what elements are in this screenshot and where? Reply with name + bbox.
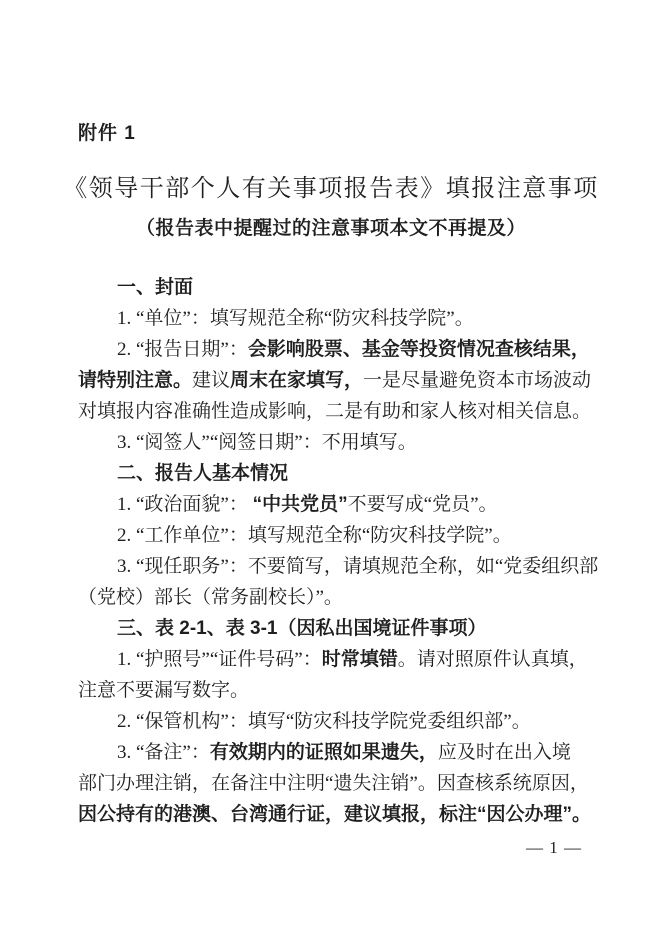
body-line-10	[78, 582, 594, 613]
text-run: 请特别注意。	[78, 370, 193, 391]
body-line-16	[78, 768, 594, 799]
section-heading-3	[78, 613, 594, 644]
text-run: 会影响股票、基金等投资情况查核结果，	[247, 339, 590, 360]
text-run: 对填报内容准确性造成影响，二是有助和家人核对相关信息。	[78, 401, 592, 422]
text-run: （党校）部长（常务副校长）”。	[78, 587, 343, 608]
document-subtitle: （报告表中提醒过的注意事项本文不再提及）	[135, 218, 526, 239]
body-line-8	[78, 520, 594, 551]
text-run: 周末在家填写，	[230, 370, 364, 391]
attachment-label: 附件 1	[78, 123, 136, 144]
text-run: 2. “报告日期”：	[117, 339, 248, 360]
text-run: 。请对照原件认真填，	[397, 649, 588, 670]
document-body	[78, 272, 599, 830]
body-line-1	[78, 303, 594, 334]
text-run: 时常填错	[321, 649, 398, 670]
body-line-12	[78, 644, 594, 675]
text-run: 二、报告人基本情况	[117, 463, 289, 484]
body-line-5	[78, 427, 594, 458]
text-run: 一是尽量避免资本市场波动	[363, 370, 592, 391]
text-run: 1. “护照号”“证件号码”：	[117, 649, 322, 670]
body-line-14	[78, 706, 594, 737]
body-line-15	[78, 737, 594, 768]
body-line-4	[78, 396, 594, 427]
text-run: 部门办理注销，在备注中注明“遗失注销”。因查核系统原因，	[78, 773, 589, 794]
page-number: — 1 —	[526, 838, 582, 857]
text-run: 有效期内的证照如果遗失，	[209, 742, 438, 763]
body-line-7	[78, 489, 594, 520]
text-run: 不要写成“党员”。	[347, 494, 498, 515]
text-run: 3. “阅签人”“阅签日期”：不用填写。	[117, 432, 417, 453]
text-run: 因公持有的港澳、台湾通行证，建议填报，标注“因公办理”。	[78, 804, 592, 825]
text-run: 1. “政治面貌”：	[117, 494, 253, 515]
body-line-2	[78, 334, 594, 365]
text-run: 应及时在出入境	[437, 742, 571, 763]
text-run: 2. “保管机构”：填写“防灾科技学院党委组织部”。	[117, 711, 531, 732]
text-run: 三、表 2-1、表 3-1（因私出国境证件事项）	[117, 618, 487, 639]
section-heading-1	[78, 272, 594, 303]
text-run: 注意不要漏写数字。	[78, 680, 250, 701]
body-line-13	[78, 675, 594, 706]
text-run: 一、封面	[117, 277, 194, 298]
body-line-17	[78, 799, 594, 830]
text-run: 3. “备注”：	[117, 742, 210, 763]
text-run: “中共党员”	[252, 494, 348, 515]
body-line-9	[78, 551, 599, 582]
document-title: 《领导干部个人有关事项报告表》填报注意事项	[63, 176, 599, 202]
text-run: 建议	[192, 370, 231, 391]
body-line-3	[78, 365, 594, 396]
text-run: 1. “单位”：填写规范全称“防灾科技学院”。	[117, 308, 474, 329]
text-run: 2. “工作单位”：填写规范全称“防灾科技学院”。	[117, 525, 512, 546]
section-heading-2	[78, 458, 594, 489]
text-run: 3. “现任职务”：不要简写，请填规范全称，如“党委组织部	[117, 556, 599, 577]
